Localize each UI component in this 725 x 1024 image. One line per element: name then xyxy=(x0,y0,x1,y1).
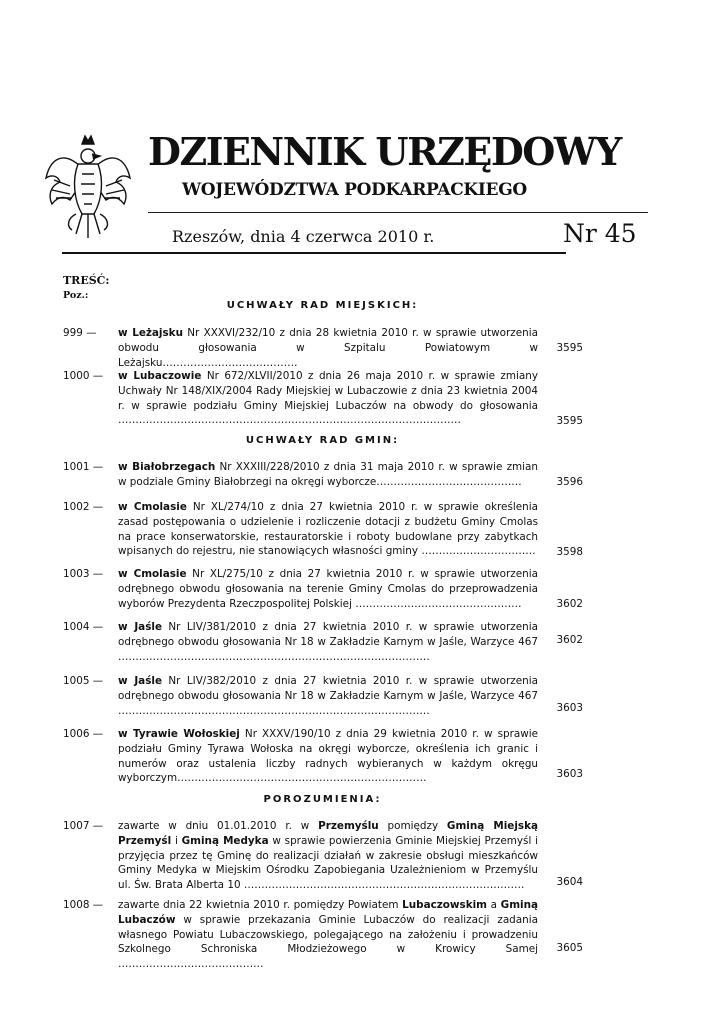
entry-issuer: w Białobrzegach xyxy=(118,461,216,473)
entry-issuer: w Tyrawie Wołoskiej xyxy=(118,728,240,740)
header-bottom-rule xyxy=(62,252,566,254)
entry-text: Nr 672/XLVII/2010 z dnia 26 maja 2010 r. w sprawie zmiany Uchwały Nr 148/XIX/2004 Rady Miejskiej w Lubaczowie z dnia 23 kwietnia 2004 r. w sprawie podziału Gminy Miejskiej Lubaczów na obwody do głosowania ……………………………………………………………………………………… xyxy=(118,370,538,427)
polish-eagle-emblem-icon xyxy=(42,130,134,242)
journal-subtitle: WOJEWÓDZTWA PODKARPACKIEGO xyxy=(182,180,527,200)
entry-page: 3605 xyxy=(556,942,583,954)
entry-page: 3604 xyxy=(556,876,583,888)
entry-issuer: w Cmolasie xyxy=(118,568,187,580)
place-date: Rzeszów, dnia 4 czerwca 2010 r. xyxy=(172,227,435,246)
entry-text: Nr XL/274/10 z dnia 27 kwietnia 2010 r. w sprawie określenia zasad postępowania o udzielenie i rozliczenie dotacji z budżetu Gminy Cmolas na prace konserwatorskie, restauratorskie i roboty budowlane przy zabytkach wpisanych do rejestru, nie stanowiących własności gminy …………………………… xyxy=(118,501,538,558)
entry-text: Nr XXXVI/232/10 z dnia 28 kwietnia 2010 r. w sprawie utworzenia obwodu głosowania w Szpitalu Powiatowym w Leżajsku………………………………… xyxy=(118,327,538,369)
section-heading: UCHWAŁY RAD MIEJSKICH: xyxy=(226,300,419,311)
header-divider xyxy=(148,212,648,213)
entry-text: Nr XXXV/190/10 z dnia 29 kwietnia 2010 r. w sprawie podziału Gminy Tyrawa Wołoska na okręgi wyborcze, określenia ich granic i numerów oraz ustalenia liczby radnych wybieranych w każdym okręgu wyborczym……………………………………………………………… xyxy=(118,728,538,785)
entry-issuer: w Leżajsku xyxy=(118,327,183,339)
entry-number: 999 — xyxy=(63,327,97,339)
entry-issuer: w Lubaczowie xyxy=(118,370,202,382)
entry-issuer: w Cmolasie xyxy=(118,501,187,513)
entry-page: 3603 xyxy=(556,768,583,780)
entry-text: Nr XXXIII/228/2010 z dnia 31 maja 2010 r. w sprawie zmian w podziale Gminy Białobrzegi na okręgi wyborcze…………………………………… xyxy=(118,461,538,488)
entry-number: 1002 — xyxy=(63,501,104,513)
entry-number: 1006 — xyxy=(63,728,104,740)
entry-issuer: w Jaśle xyxy=(118,621,162,633)
issue-number: Nr 45 xyxy=(563,219,637,248)
entry-number: 1003 — xyxy=(63,568,104,580)
entry-number: 1004 — xyxy=(63,621,104,633)
entry-page: 3596 xyxy=(556,476,583,488)
entry-number: 1007 — xyxy=(63,820,104,832)
section-heading: POROZUMIENIA: xyxy=(263,794,382,805)
toc-label: TREŚĆ: xyxy=(63,274,110,287)
entry-number: 1005 — xyxy=(63,675,104,687)
entry-number: 1000 — xyxy=(63,370,104,382)
position-label: Poz.: xyxy=(63,290,89,301)
entry-issuer: w Jaśle xyxy=(118,675,162,687)
entry-page: 3602 xyxy=(556,598,583,610)
entry-number: 1001 — xyxy=(63,461,104,473)
entry-number: 1008 — xyxy=(63,899,104,911)
section-heading: UCHWAŁY RAD GMIN: xyxy=(245,435,400,446)
entry-text: Nr LIV/381/2010 z dnia 27 kwietnia 2010 r. w sprawie utworzenia odrębnego obwodu głosowania Nr 18 w Zakładzie Karnym w Jaśle, Warzyce 467 ……………………………………………………………………………… xyxy=(118,621,538,663)
entry-page: 3595 xyxy=(556,415,583,427)
entry-page: 3603 xyxy=(556,702,583,714)
entry-text: Nr LIV/382/2010 z dnia 27 kwietnia 2010 r. w sprawie utworzenia odrębnego obwodu głosowania Nr 18 w Zakładzie Karnym w Jaśle, Warzyce 467 ……………………………………………………………………………… xyxy=(118,675,538,717)
entry-text: Nr XL/275/10 z dnia 27 kwietnia 2010 r. w sprawie utworzenia odrębnego obwodu głosowania na terenie Gminy Cmolas do przeprowadzenia wyborów Prezydenta Rzeczpospolitej Polskiej ………………………………………… xyxy=(118,568,538,610)
journal-title: DZIENNIK URZĘDOWY xyxy=(148,129,621,174)
entry-page: 3598 xyxy=(556,546,583,558)
entry-page: 3602 xyxy=(556,634,583,646)
entry-page: 3595 xyxy=(556,342,583,354)
